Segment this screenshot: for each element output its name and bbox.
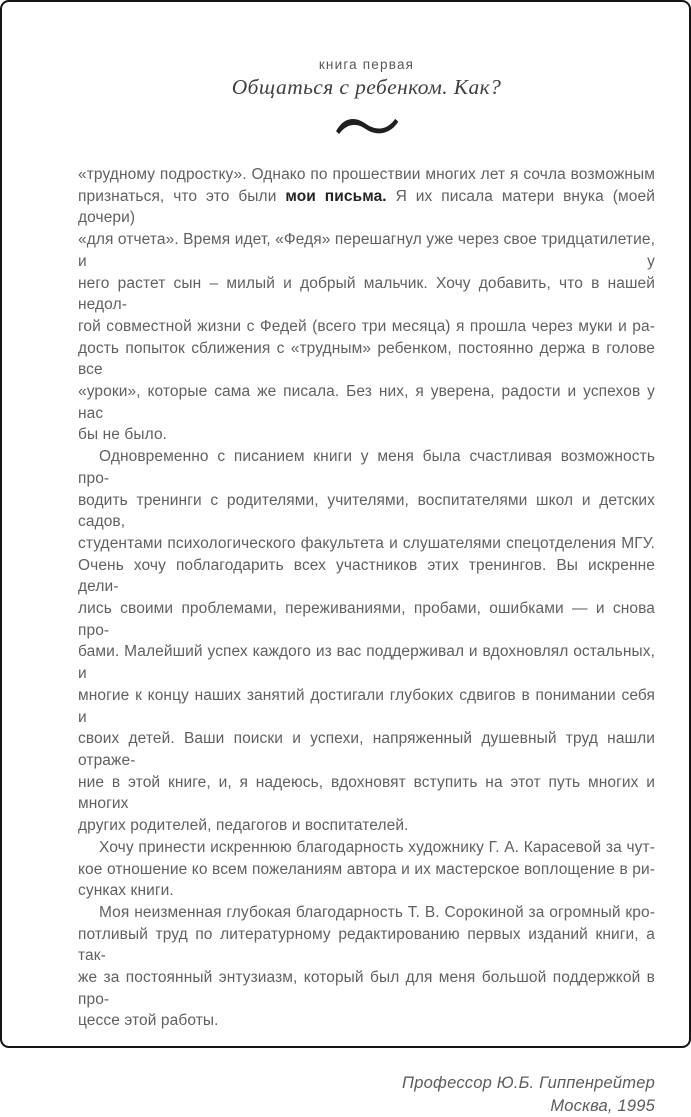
text-line: дость попыток сближения с «трудным» ребенком, постоянно держа в голове все: [78, 339, 655, 379]
text-line: гой совместной жизни с Федей (всего три месяца) я прошла через муки и ра-: [78, 317, 655, 335]
text-line: потливый труд по литературному редактированию первых изданий книги, а так-: [78, 925, 655, 965]
signature-place-year: Москва, 1995: [550, 1096, 655, 1115]
text-line: студентами психологического факультета и слушателями спецотделения МГУ.: [78, 534, 655, 552]
text-line: других родителей, педагогов и воспитателей.: [78, 817, 409, 835]
text-line: ние в этой книге, и, я надеюсь, вдохновят вступить на этот путь многих и многих: [78, 773, 655, 813]
text-line: своих детей. Ваши поиски и успехи, напряженный душевный труд нашли отраже-: [78, 730, 655, 769]
text-line: Одновременно с писанием книги у меня была счастливая возможность про-: [78, 448, 655, 487]
paragraph: [78, 164, 655, 446]
text-line: бы не было.: [78, 426, 168, 444]
book-header: [78, 56, 655, 144]
body-text: [78, 164, 655, 1032]
text-line: многие к концу наших занятий достигали глубоких сдвигов в понимании себя и: [78, 686, 655, 726]
text-line: Хочу принести искреннюю благодарность художнику Г. А. Карасевой за чут-: [99, 838, 655, 856]
signature: [78, 1072, 655, 1117]
text-line: лись своими проблемами, переживаниями, пробами, ошибками — и снова про-: [78, 600, 655, 639]
text-line: сунках книги.: [78, 882, 174, 900]
paragraph: [78, 902, 655, 1032]
series-label: книга первая: [318, 57, 415, 72]
text-line: бами. Малейший успех каждого из вас поддерживал и вдохновлял остальных, и: [78, 643, 655, 683]
book-title: Общаться с ребенком. Как?: [231, 75, 502, 99]
tilde-ornament-icon: [78, 106, 655, 144]
text-line: Очень хочу поблагодарить всех участников этих тренингов. Вы искренне дели-: [78, 556, 655, 596]
paragraph: [78, 837, 655, 902]
page-content: [78, 56, 655, 1117]
text-line: «уроки», которые сама же писала. Без них, я уверена, радости и успехов у нас: [78, 383, 655, 422]
text-line: Моя неизменная глубокая благодарность Т. В. Сорокиной за огромный кро-: [99, 903, 655, 921]
text-line: него растет сын – милый и добрый мальчик. Хочу добавить, что в нашей недол-: [78, 274, 655, 314]
text-line: «трудному подростку». Однако по прошествии многих лет я сочла возможным: [78, 166, 655, 183]
paragraph: [78, 446, 655, 837]
text-line: кое отношение ко всем пожеланиям автора и их мастерское воплощение в ри-: [78, 860, 655, 878]
text-line: признаться, что это были мои письма. Я их писала матери внука (моей дочери): [78, 187, 655, 227]
signature-author: Профессор Ю.Б. Гиппенрейтер: [402, 1074, 655, 1093]
text-line: «для отчета». Время идет, «Федя» перешагнул уже через свое тридцатилетие, и у: [78, 231, 655, 270]
text-line: водить тренинги с родителями, учителями, воспитателями школ и детских садов,: [78, 491, 655, 531]
text-line: цессе этой работы.: [78, 1012, 219, 1030]
text-line: же за постоянный энтузиазм, который был для меня большой поддержкой в про-: [78, 969, 655, 1008]
